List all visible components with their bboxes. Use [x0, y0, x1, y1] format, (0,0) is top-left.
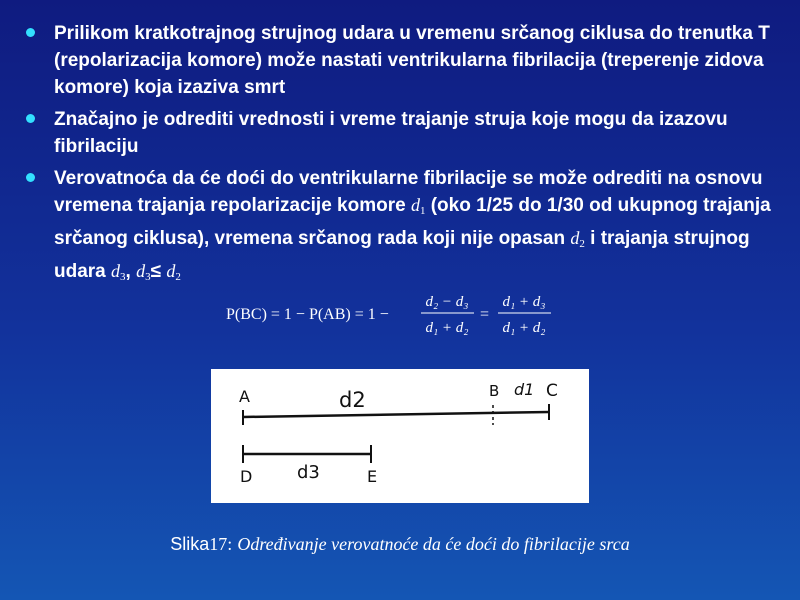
- variable-d2-subscript: 2: [579, 238, 585, 250]
- label-d1: d1: [514, 380, 535, 399]
- fraction-2-denominator: d₁ + d₂: [502, 320, 546, 336]
- leq-sign: ≤: [150, 261, 167, 282]
- formula-lhs: P(BC) = 1 − P(AB) = 1 −: [226, 306, 389, 323]
- caption-label: Slika: [170, 534, 210, 554]
- bullet-text-3: [54, 168, 771, 282]
- label-d: D: [240, 467, 253, 486]
- label-d2: d2: [339, 388, 366, 412]
- caption-text: Određivanje verovatnoće da će doći do fibrilacije srca: [237, 534, 630, 554]
- variable-d3-compare-subscript: 3: [145, 271, 151, 283]
- bullet-item-2: [22, 106, 782, 160]
- bullet-text-1: Prilikom kratkotrajnog strujnog udara u vremenu srčanog ciklusa do trenutka T (repolarizacija komore) može nastati ventrikularna fibrilacija (treperenje zidova komore) koja izaziva smrt: [54, 23, 770, 98]
- bullet-3-part3: i trajanja strujnog udara: [54, 228, 750, 282]
- label-d3: d3: [297, 462, 320, 483]
- fraction-1-denominator: d₁ + d₂: [425, 320, 469, 336]
- bullet-item-3: [22, 165, 782, 291]
- label-a: A: [239, 387, 250, 406]
- variable-d2-compare: d: [166, 261, 176, 281]
- bullet-3-part4: ,: [125, 261, 137, 282]
- label-b: B: [489, 382, 500, 400]
- caption-number: 17:: [209, 534, 233, 554]
- variable-d2-compare-subscript: 2: [175, 271, 181, 283]
- variable-d3-compare: d: [136, 261, 146, 281]
- label-e: E: [367, 467, 378, 486]
- label-c: C: [546, 381, 558, 401]
- variable-d3: d: [111, 261, 121, 281]
- bullet-3-part1: Verovatnoća da će doći do ventrikularne fibrilacije se može odrediti na osnovu vremena trajanja repolarizacije komore: [54, 168, 763, 216]
- variable-d1: d: [410, 195, 420, 215]
- variable-d3-subscript: 3: [120, 271, 126, 283]
- bullet-dot-icon: [26, 28, 35, 37]
- line-ac: [243, 412, 549, 417]
- variable-d2: d: [570, 228, 580, 248]
- time-interval-diagram: [211, 369, 589, 503]
- fraction-2-numerator: d₁ + d₃: [502, 294, 546, 310]
- bullet-dot-icon: [26, 114, 35, 123]
- figure-caption: [0, 534, 800, 555]
- bullet-3-part2: (oko 1/25 do 1/30 od ukupnog trajanja srčanog ciklusa), vremena srčanog rada koji nije opasan: [54, 195, 771, 249]
- formula-equals: =: [480, 306, 490, 323]
- bullet-item-1: [22, 20, 782, 101]
- bullet-text-2: Značajno je odrediti vrednosti i vreme trajanje struja koje mogu da izazovu fibrilaciju: [54, 109, 728, 157]
- probability-formula: [220, 286, 560, 344]
- bullet-list: [22, 20, 782, 296]
- fraction-1-numerator: d₂ − d₃: [425, 294, 469, 310]
- variable-d1-subscript: 1: [419, 205, 426, 217]
- bullet-dot-icon: [26, 173, 35, 182]
